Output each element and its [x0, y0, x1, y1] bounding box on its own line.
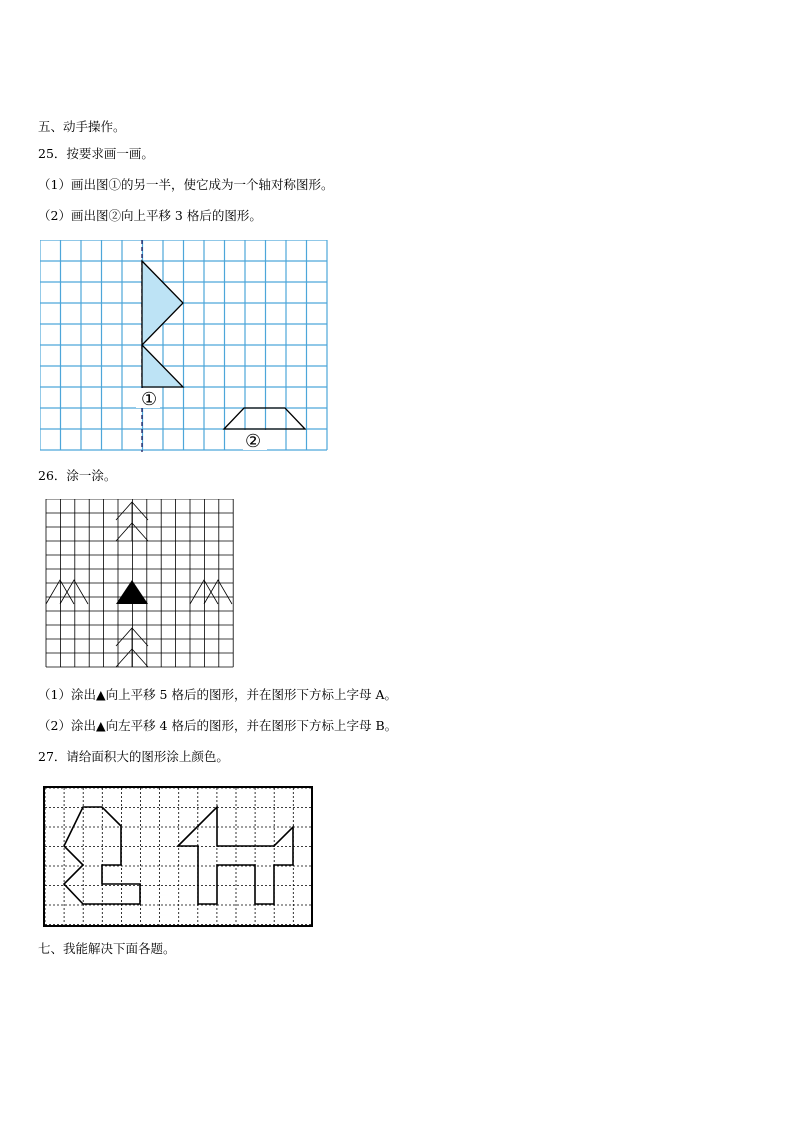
q25-grid-figure [40, 240, 330, 454]
q26-grid-figure [44, 499, 236, 671]
q27-grid-figure [43, 786, 315, 930]
right-shape [178, 807, 293, 904]
q26-title: 26．涂一涂。 [38, 468, 117, 483]
shape-2 [224, 408, 305, 429]
q27-title: 27．请给面积大的图形涂上颜色。 [38, 749, 229, 764]
shape-2-label: ② [245, 431, 262, 452]
shape-1-label: ① [141, 389, 158, 410]
section7-heading: 七、我能解决下面各题。 [38, 941, 176, 956]
q26-part1: （1）涂出▲向上平移 5 格后的图形，并在图形下方标上字母 A。 [38, 687, 397, 702]
q26-part2: （2）涂出▲向左平移 4 格后的图形，并在图形下方标上字母 B。 [38, 718, 398, 733]
black-triangle [116, 580, 148, 604]
q25-title: 25．按要求画一画。 [38, 146, 154, 161]
q25-part2: （2）画出图②向上平移 3 格后的图形。 [38, 208, 262, 223]
q25-part1: （1）画出图①的另一半，使它成为一个轴对称图形。 [38, 177, 334, 192]
section5-heading: 五、动手操作。 [38, 119, 126, 134]
